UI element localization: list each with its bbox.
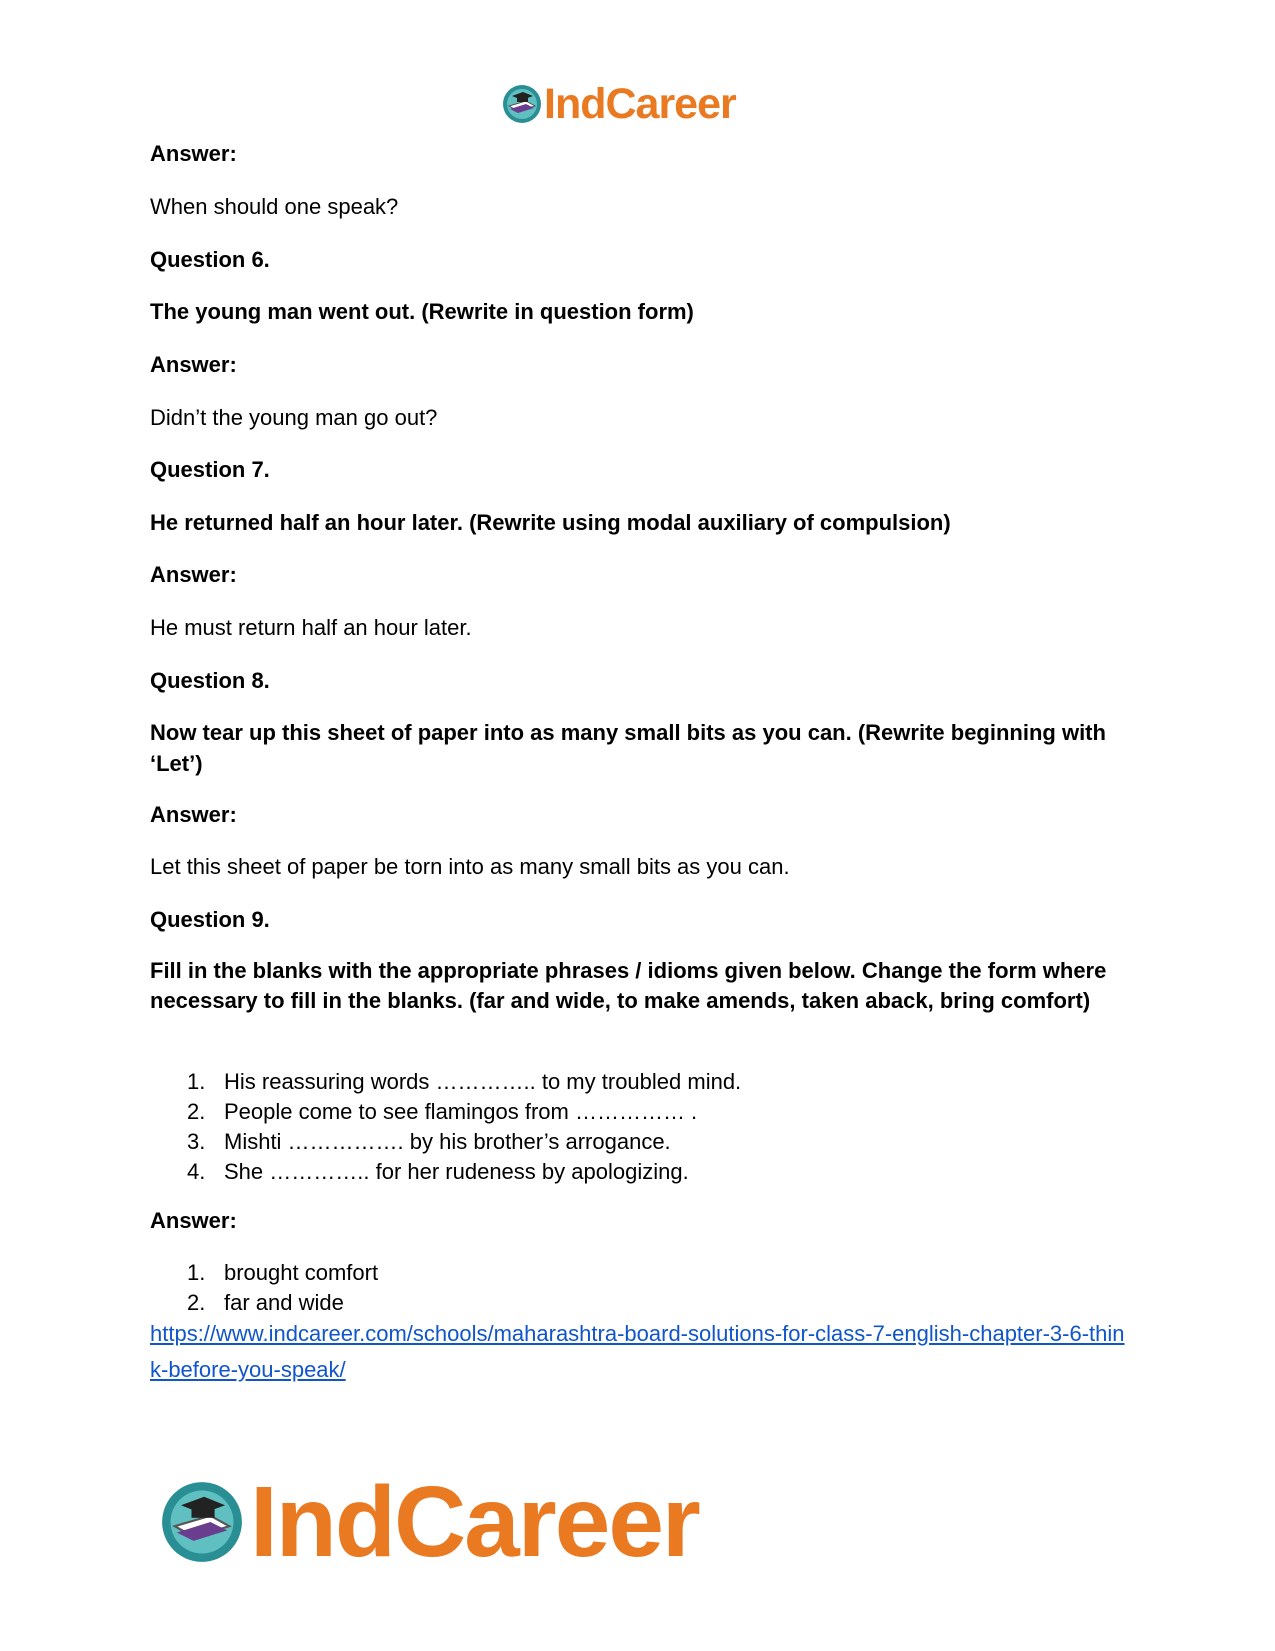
header-logo-text: IndCareer: [544, 80, 736, 128]
footer-logo: [160, 1468, 699, 1576]
answer-text: Let this sheet of paper be torn into as many small bits as you can.: [150, 854, 790, 879]
list-item-text: She ………….. for her rudeness by apologizing.: [224, 1159, 689, 1184]
list-item-text: brought comfort: [224, 1260, 379, 1285]
question-number: Question 7.: [150, 457, 270, 482]
list-item: [150, 1157, 1130, 1187]
list-item-text: Mishti ……………. by his brother’s arrogance.: [224, 1129, 671, 1154]
answer-text: Didn’t the young man go out?: [150, 405, 438, 430]
list-item: [150, 1288, 1130, 1318]
graduation-cap-book-icon: [502, 84, 542, 124]
answer-label: Answer:: [150, 352, 237, 377]
list-item-text: far and wide: [224, 1290, 344, 1315]
question-number: Question 6.: [150, 247, 270, 272]
footer-logo-text: IndCareer: [250, 1466, 699, 1578]
list-item: [150, 1258, 1130, 1288]
answer9-list: [150, 1258, 1130, 1318]
answer-label: Answer:: [150, 562, 237, 587]
list-item: [150, 1127, 1130, 1157]
question-number: Question 9.: [150, 907, 270, 932]
question9-list: [150, 1067, 1130, 1187]
list-item-number: 4.: [187, 1159, 206, 1184]
list-item-text: His reassuring words ………….. to my troubled mind.: [224, 1069, 742, 1094]
answer-label: Answer:: [150, 802, 237, 827]
header-logo: [502, 80, 736, 128]
list-item: [150, 1067, 1130, 1097]
list-item-number: 3.: [187, 1129, 206, 1154]
question-number: Question 8.: [150, 668, 270, 693]
question-text: The young man went out. (Rewrite in question form): [150, 299, 694, 324]
answer-label: Answer:: [150, 1208, 237, 1233]
list-item-number: 2.: [187, 1290, 206, 1315]
question-text: He returned half an hour later. (Rewrite using modal auxiliary of compulsion): [150, 510, 951, 535]
answer-text: When should one speak?: [150, 194, 399, 219]
question-text: Fill in the blanks with the appropriate phrases / idioms given below. Change the form where necessary to fill in the blanks. (far and wide, to make amends, taken aback, bring comfort): [150, 958, 1107, 1013]
question-text: Now tear up this sheet of paper into as many small bits as you can. (Rewrite beginning with ‘Let’): [150, 720, 1106, 776]
answer-text: He must return half an hour later.: [150, 615, 472, 640]
source-link[interactable]: https://www.indcareer.com/schools/maharashtra-board-solutions-for-class-7-english-chapter-3-6-think-before-you-speak/: [150, 1321, 1125, 1382]
graduation-cap-book-icon: [160, 1480, 244, 1564]
list-item: [150, 1097, 1130, 1127]
list-item-number: 2.: [187, 1099, 206, 1124]
list-item-text: People come to see flamingos from …………… .: [224, 1099, 698, 1124]
list-item-number: 1.: [187, 1069, 206, 1094]
answer-label: Answer:: [150, 141, 237, 166]
list-item-number: 1.: [187, 1260, 206, 1285]
